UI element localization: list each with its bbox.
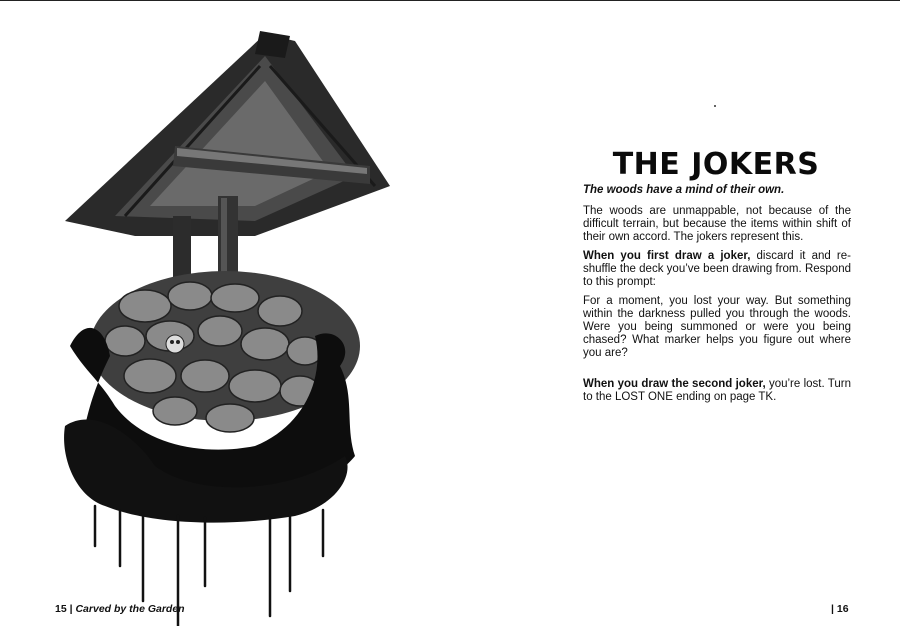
right-page-number: | 16 — [831, 603, 849, 615]
paragraph-intro: The woods are unmappable, not because of the difficult terrain, but because the items within shift of their own accord. The jokers represent this. — [583, 205, 851, 243]
paragraph-first-joker — [583, 250, 851, 289]
first-joker-lead: When you first draw a joker, — [583, 250, 751, 262]
page-title: THE JOKERS — [612, 147, 820, 182]
first-joker-text: discard it and re-shuffle the deck you’ve been drawing from. Respond to this prompt: — [583, 250, 851, 288]
page-subtitle: The woods have a mind of their own. — [583, 184, 785, 196]
book-title: Carved by the Garden — [75, 603, 185, 615]
footer-left — [55, 603, 185, 615]
decorative-dot — [714, 105, 716, 107]
paragraph-prompt: For a moment, you lost your way. But something within the darkness pulled you through the woods. Were you being summoned or were you being chased? What marker helps you figure out where you are? — [583, 295, 851, 359]
left-page-number: 15 | — [55, 603, 73, 615]
paragraph-second-joker — [583, 378, 851, 404]
wishing-well-illustration — [55, 26, 400, 626]
second-joker-lead: When you draw the second joker, — [583, 378, 766, 390]
skull-icon — [166, 335, 184, 353]
second-joker-text: you’re lost. Turn to the LOST ONE ending on page TK. — [583, 378, 851, 403]
